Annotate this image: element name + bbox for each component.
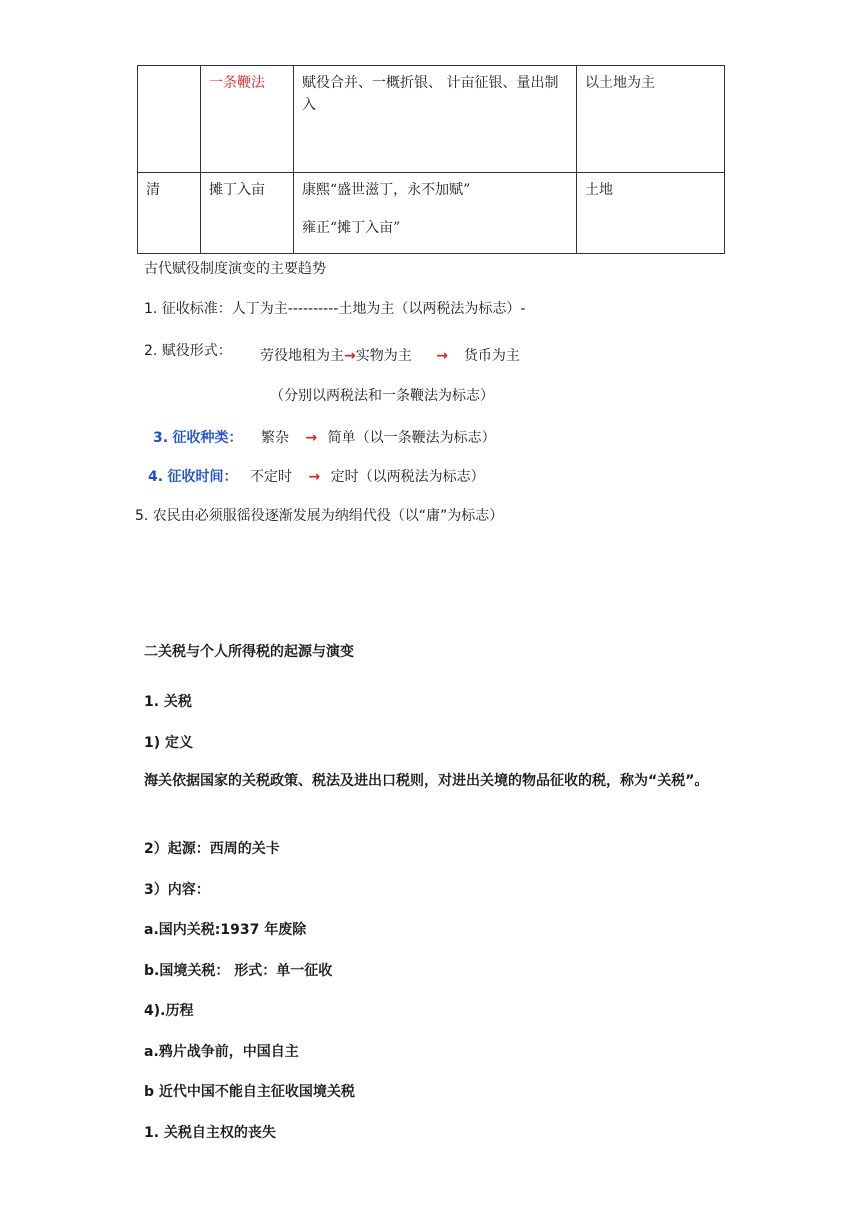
cell-basis: 以土地为主 <box>577 66 725 173</box>
cell-name: 摊丁入亩 <box>201 173 294 254</box>
history-line: a.鸦片战争前，中国自主 <box>144 1044 299 1060</box>
section-heading: 二关税与个人所得税的起源与演变 <box>144 644 354 660</box>
content-line: a.国内关税:1937 年废除 <box>144 922 307 938</box>
subsection-title: 1) 定义 <box>144 735 194 751</box>
trend-item-1: 1. 征收标准：人丁为主----------土地为主（以两税法为标志）- <box>144 301 526 317</box>
trend-item-4: 4. 征收时间： 不定时 → 定时（以两税法为标志） <box>148 469 485 485</box>
content-line: b.国境关税： 形式：单一征收 <box>144 963 333 979</box>
trend-item-3: 3. 征收种类： 繁杂 → 简单（以一条鞭法为标志） <box>153 430 496 446</box>
content-line: 3）内容： <box>144 882 210 898</box>
arrow-right-icon: → <box>436 348 448 364</box>
subsection-title: 1. 关税自主权的丧失 <box>144 1125 276 1141</box>
table-row <box>138 66 725 173</box>
content-line: 康熙“盛世滋丁，永不加赋” <box>302 182 471 198</box>
trend-item-5: 5. 农民由必须服徭役逐渐发展为纳绢代役（以“庸”为标志） <box>135 508 504 524</box>
cell-content <box>294 173 577 254</box>
subsection-title: 1. 关税 <box>144 694 192 710</box>
trend-item-2-flow: 劳役地租为主→实物为主 → 货币为主 <box>260 348 520 364</box>
cell-dynasty: 清 <box>138 173 201 254</box>
arrow-right-icon: → <box>305 430 318 446</box>
cell-content: 赋役合并、一概折银、 计亩征银、量出制入 <box>294 66 577 173</box>
trend-item-2-note: （分别以两税法和一条鞭法为标志） <box>270 388 494 404</box>
arrow-right-icon: → <box>308 469 321 485</box>
content-line: 雍正“摊丁入亩” <box>302 220 401 236</box>
definition-paragraph: 海关依据国家的关税政策、税法及进出口税则，对进出关境的物品征收的税，称为“关税”。 <box>144 773 709 789</box>
origin-line: 2）起源：西周的关卡 <box>144 841 280 857</box>
trends-title: 古代赋役制度演变的主要趋势 <box>144 261 326 277</box>
cell-basis: 土地 <box>577 173 725 254</box>
history-line: b 近代中国不能自主征收国境关税 <box>144 1084 355 1100</box>
tax-system-table <box>137 65 725 254</box>
trend-item-2-label: 2. 赋役形式： <box>144 343 232 359</box>
history-line: 4).历程 <box>144 1003 194 1019</box>
cell-dynasty <box>138 66 201 173</box>
cell-name: 一条鞭法 <box>201 66 294 173</box>
table-row <box>138 173 725 254</box>
arrow-right-icon: → <box>344 348 356 364</box>
